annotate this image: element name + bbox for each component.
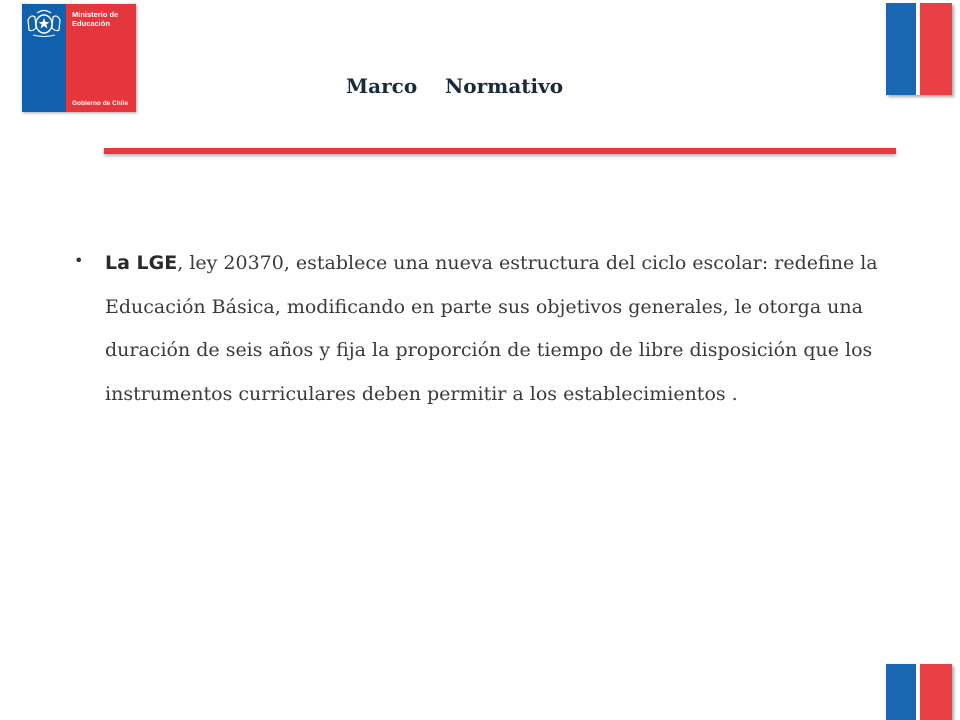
slide-title: Marco Normativo — [346, 74, 564, 98]
coat-of-arms-icon — [25, 8, 63, 38]
bullet-paragraph — [105, 242, 895, 416]
bullet-body: , ley 20370, establece una nueva estructura del ciclo escolar: redefine la Educación Básica, modificando en parte sus objetivos generales, le otorga una duración de seis años y fija la proporción de tiempo de libre disposición que los instrumentos curriculares deben permitir a los establecimientos . — [105, 252, 878, 405]
logo-ministry-name — [72, 10, 118, 28]
title-underline — [104, 148, 896, 154]
bullet-marker: • — [74, 251, 84, 270]
logo-blue-panel — [22, 4, 66, 112]
flag-blue-band — [886, 3, 916, 95]
ministry-logo — [22, 4, 136, 112]
logo-ministry-line2: Educación — [72, 19, 110, 28]
logo-government: Gobierno de Chile — [72, 100, 128, 107]
flag-blue-band — [886, 664, 916, 720]
flag-red-band — [920, 664, 952, 720]
logo-red-panel — [66, 4, 136, 112]
flag-stripe-bottom — [886, 664, 952, 720]
logo-ministry-line1: Ministerio de — [72, 10, 119, 19]
bullet-lead: La LGE — [105, 252, 178, 274]
flag-stripe-top — [886, 3, 952, 95]
flag-red-band — [920, 3, 952, 95]
